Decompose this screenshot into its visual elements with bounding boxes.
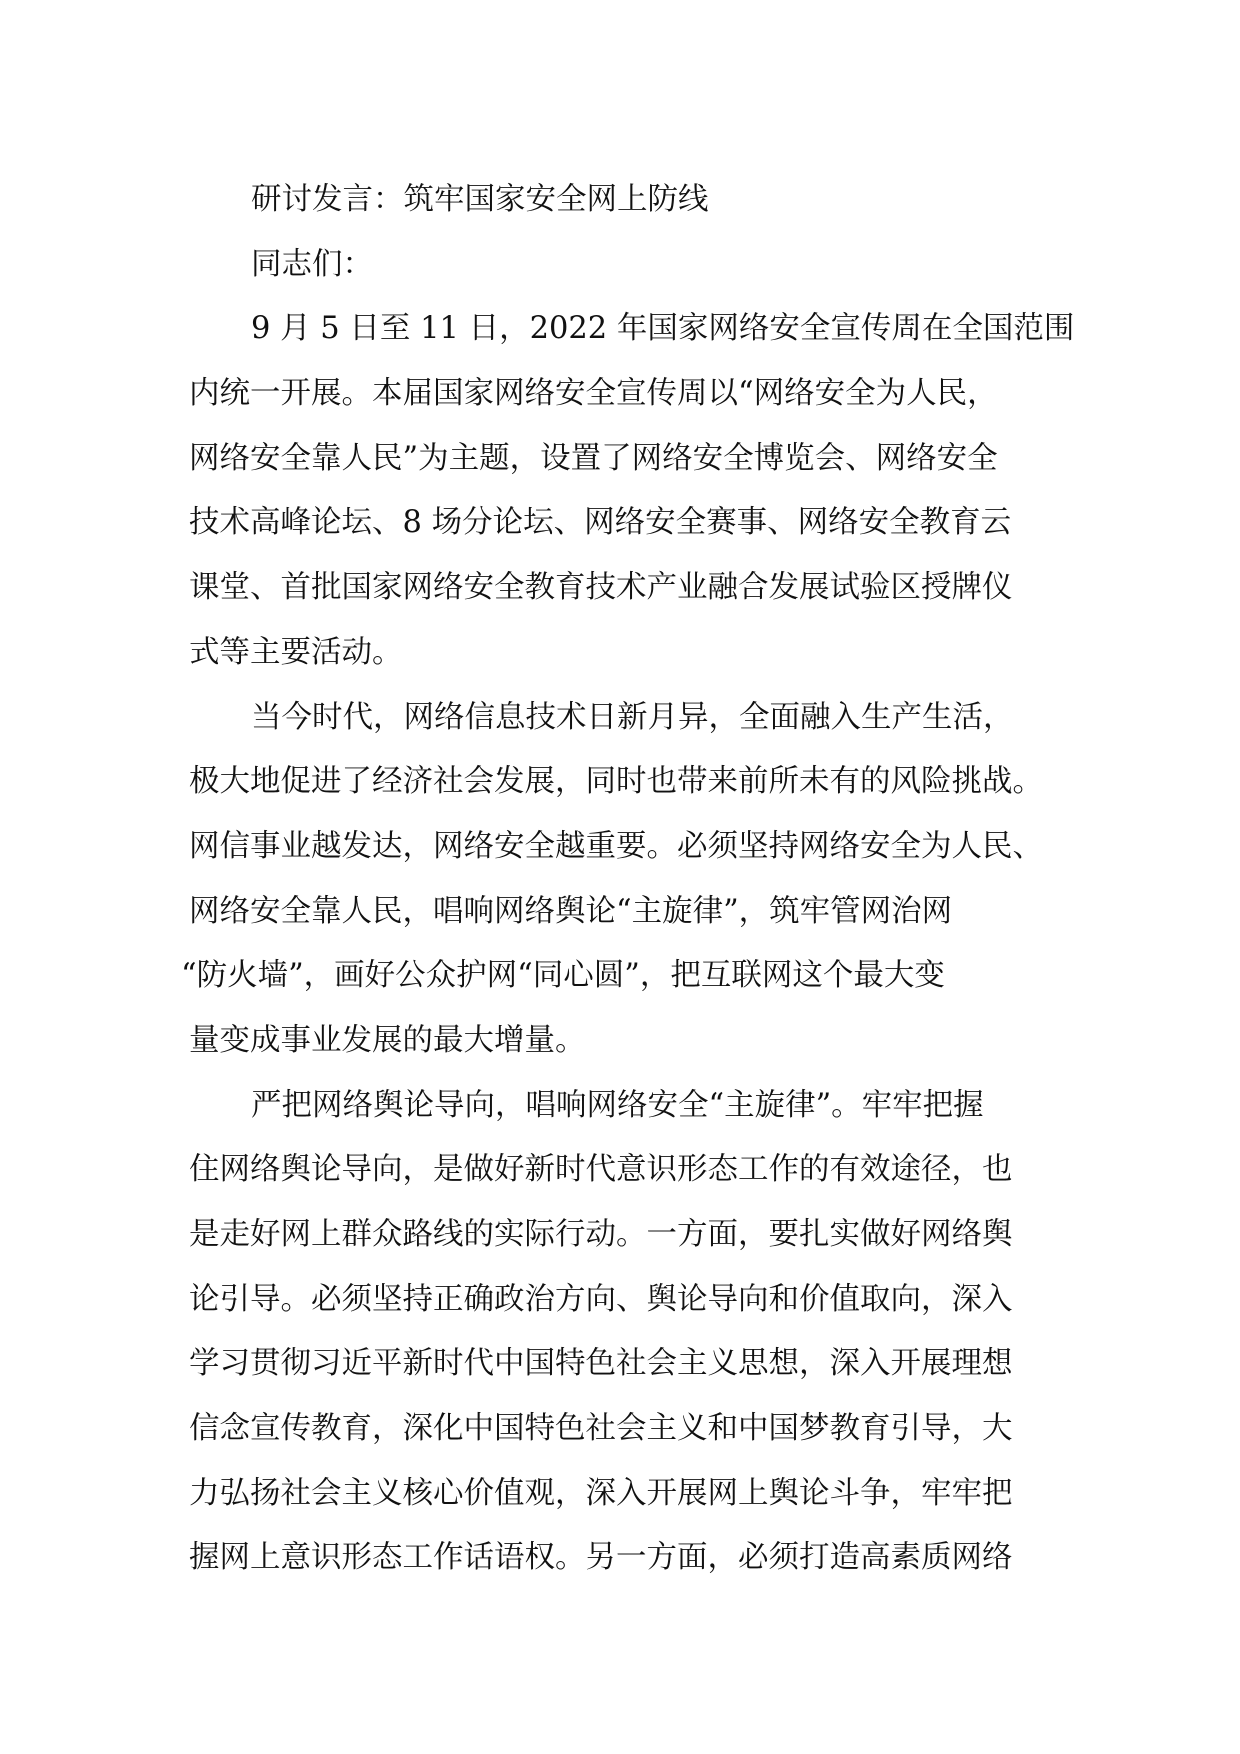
- document-title: 研讨发言：筑牢国家安全网上防线: [251, 182, 709, 217]
- paragraph-line: 内统一开展。本届国家网络安全宣传周以“网络安全为人民，: [189, 376, 998, 412]
- paragraph-line: 量变成事业发展的最大增量。: [189, 1022, 586, 1058]
- paragraph-line: 论引导。必须坚持正确政治方向、舆论导向和价值取向，深入: [189, 1281, 1013, 1317]
- paragraph-line: 网络安全靠人民，唱响网络舆论“主旋律”，筑牢管网治网: [189, 893, 953, 929]
- paragraph-line: 9 月 5 日至 11 日，2022 年国家网络安全宣传周在全国范围: [251, 311, 1075, 347]
- paragraph-line: 极大地促进了经济社会发展，同时也带来前所未有的风险挑战。: [189, 764, 1043, 800]
- paragraph-1: [189, 297, 1075, 685]
- paragraph-line: 学习贯彻习近平新时代中国特色社会主义思想，深入开展理想: [189, 1346, 1013, 1382]
- paragraph-line: 是走好网上群众路线的实际行动。一方面，要扎实做好网络舆: [189, 1217, 1013, 1252]
- paragraph-line: “防火墙”，画好公众护网“同心圆”，把互联网这个最大变: [181, 958, 945, 994]
- paragraph-line: 式等主要活动。: [189, 634, 403, 670]
- paragraph-line: 技术高峰论坛、8 场分论坛、网络安全赛事、网络安全教育云: [189, 505, 1012, 541]
- paragraph-line: 力弘扬社会主义核心价值观，深入开展网上舆论斗争，牢牢把: [189, 1475, 1013, 1511]
- paragraph-line: 严把网络舆论导向，唱响网络安全“主旋律”。牢牢把握: [251, 1087, 984, 1123]
- document-body: [181, 168, 1075, 1591]
- salutation: 同志们：: [251, 246, 373, 282]
- paragraph-line: 课堂、首批国家网络安全教育技术产业融合发展试验区授牌仪: [189, 570, 1013, 606]
- paragraph-line: 网络安全靠人民”为主题，设置了网络安全博览会、网络安全: [189, 440, 998, 476]
- paragraph-3: [189, 1074, 1069, 1592]
- paragraph-line: 当今时代，网络信息技术日新月异，全面融入生产生活，: [251, 699, 1014, 735]
- paragraph-line: 信念宣传教育，深化中国特色社会主义和中国梦教育引导，大: [189, 1411, 1013, 1447]
- paragraph-line: 住网络舆论导向，是做好新时代意识形态工作的有效途径，也: [189, 1152, 1013, 1188]
- paragraph-line: 握网上意识形态工作话语权。另一方面，必须打造高素质网络: [189, 1540, 1013, 1576]
- paragraph-line: 网信事业越发达，网络安全越重要。必须坚持网络安全为人民、: [189, 828, 1043, 864]
- paragraph-2: [181, 686, 1069, 1074]
